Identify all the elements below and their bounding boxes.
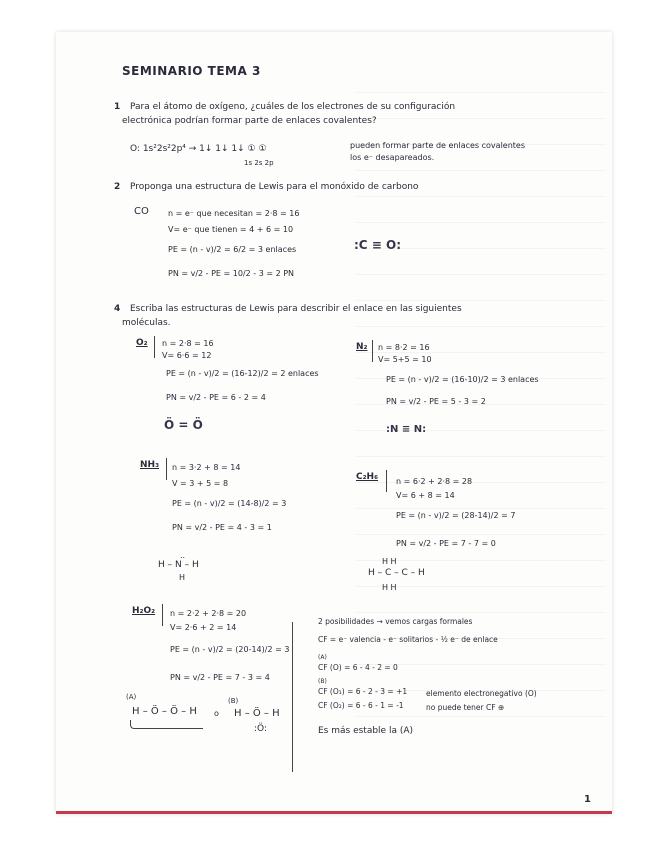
h2o2-note3-label: (A): [318, 654, 327, 661]
nh3-n: n = 3·2 + 8 = 14: [172, 463, 241, 472]
nh3-pn: PN = v/2 - PE = 4 - 3 = 1: [172, 523, 272, 532]
q1-answer-line2: los e⁻ desapareados.: [350, 153, 435, 162]
nh3-lewis-middle: H – N – H: [158, 560, 199, 570]
h2o2-structure-b: H – Ö – H: [234, 708, 280, 719]
c2h6-lewis-top: H H: [382, 557, 397, 566]
h2o2-structure-a-label: (A): [126, 693, 137, 701]
question-number-4: 4: [114, 304, 121, 314]
n2-pe: PE = (n - v)/2 = (16-10)/2 = 3 enlaces: [386, 375, 539, 384]
nh3-lewis-bottom: H: [179, 573, 186, 582]
h2o2-note6: elemento electronegativo (O): [426, 689, 537, 698]
c2h6-lewis-middle: H – C – C – H: [368, 568, 425, 578]
question-number-1: 1: [114, 102, 121, 112]
c2h6-n: n = 6·2 + 2·8 = 28: [396, 477, 473, 486]
h2o2-note1: 2 posibilidades → vemos cargas formales: [318, 617, 473, 626]
page-title: SEMINARIO TEMA 3: [122, 64, 261, 78]
nh3-v: V = 3 + 5 = 8: [172, 479, 229, 488]
h2o2-pe: PE = (n - v)/2 = (20-14)/2 = 3: [170, 645, 290, 654]
q2-line2: V= e⁻ que tienen = 4 + 6 = 10: [168, 225, 294, 234]
h2o2-structure-a: H – Ö – Ö – H: [132, 706, 197, 717]
n2-label: N₂: [356, 342, 368, 352]
o2-pe: PE = (n - v)/2 = (16-12)/2 = 2 enlaces: [166, 369, 319, 378]
q2-prompt: Proponga una estructura de Lewis para el monóxido de carbono: [130, 182, 419, 192]
q1-orbital-labels: 1s 2s 2p: [244, 159, 274, 167]
h2o2-note3: CF (O) = 6 - 4 - 2 = 0: [318, 663, 398, 672]
n2-lewis-structure: :N ≡ N:: [386, 424, 427, 435]
o2-v: V= 6·6 = 12: [162, 351, 212, 360]
nh3-lewis-top: ..: [180, 551, 186, 560]
q2-line4: PN = v/2 - PE = 10/2 - 3 = 2 PN: [168, 269, 295, 278]
notebook-page: [56, 32, 612, 814]
h2o2-structure-b-label: (B): [228, 697, 239, 705]
h2o2-note4: CF (O₁) = 6 - 2 - 3 = +1: [318, 687, 408, 696]
nh3-label-bar: [166, 458, 167, 480]
structure-a-brace: [130, 720, 203, 729]
o2-label-bar: [154, 336, 155, 358]
h2o2-pn: PN = v/2 - PE = 7 - 3 = 4: [170, 673, 270, 682]
h2o2-or: o: [214, 709, 219, 718]
q2-lewis-structure: :C ≡ O:: [354, 238, 402, 252]
h2o2-structure-b-bottom: :Ö:: [254, 724, 267, 734]
c2h6-pn: PN = v/2 - PE = 7 - 7 = 0: [396, 539, 496, 548]
c2h6-pe: PE = (n - v)/2 = (28-14)/2 = 7: [396, 511, 516, 520]
o2-label: O₂: [136, 338, 148, 348]
q4-prompt-line1: Escriba las estructuras de Lewis para describir el enlace en las siguientes: [130, 304, 462, 314]
h2o2-note4-label: (B): [318, 678, 327, 685]
question-number-2: 2: [114, 182, 121, 192]
q1-prompt-line2: electrónica podrían formar parte de enlaces covalentes?: [122, 116, 377, 126]
c2h6-v: V= 6 + 8 = 14: [396, 491, 455, 500]
page-bottom-rule: [56, 811, 612, 814]
q2-line1: n = e⁻ que necesitan = 2·8 = 16: [168, 209, 300, 218]
o2-lewis-structure: Ö = Ö: [164, 418, 203, 432]
h2o2-note2: CF = e⁻ valencia - e⁻ solitarios - ½ e⁻ de enlace: [318, 635, 498, 644]
notes-divider: [292, 622, 293, 772]
page-number: 1: [584, 794, 591, 805]
n2-pn: PN = v/2 - PE = 5 - 3 = 2: [386, 397, 486, 406]
h2o2-conclusion: Es más estable la (A): [318, 726, 414, 736]
q4-prompt-line2: moléculas.: [122, 318, 171, 328]
c2h6-lewis-bottom: H H: [382, 583, 397, 592]
c2h6-label-bar: [386, 470, 387, 492]
h2o2-v: V= 2·6 + 2 = 14: [170, 623, 237, 632]
n2-n: n = 8·2 = 16: [378, 343, 430, 352]
h2o2-note7: no puede tener CF ⊕: [426, 703, 505, 712]
q2-molecule: CO: [134, 206, 149, 217]
q2-line3: PE = (n - v)/2 = 6/2 = 3 enlaces: [168, 245, 297, 254]
o2-pn: PN = v/2 - PE = 6 - 2 = 4: [166, 393, 266, 402]
q1-answer-line1: pueden formar parte de enlaces covalentes: [350, 141, 526, 150]
c2h6-label: C₂H₆: [356, 472, 379, 482]
h2o2-n: n = 2·2 + 2·8 = 20: [170, 609, 247, 618]
q1-prompt-line1: Para el átomo de oxígeno, ¿cuáles de los electrones de su configuración: [130, 102, 456, 112]
nh3-label: NH₃: [140, 460, 160, 470]
o2-n: n = 2·8 = 16: [162, 339, 214, 348]
n2-label-bar: [372, 340, 373, 362]
h2o2-note5: CF (O₂) = 6 - 6 - 1 = -1: [318, 701, 404, 710]
nh3-pe: PE = (n - v)/2 = (14-8)/2 = 3: [172, 499, 287, 508]
n2-v: V= 5+5 = 10: [378, 355, 432, 364]
h2o2-label: H₂O₂: [132, 606, 156, 616]
q1-configuration: O: 1s²2s²2p⁴ → 1↓ 1↓ 1↓ ① ①: [130, 144, 267, 154]
h2o2-label-bar: [162, 604, 163, 626]
